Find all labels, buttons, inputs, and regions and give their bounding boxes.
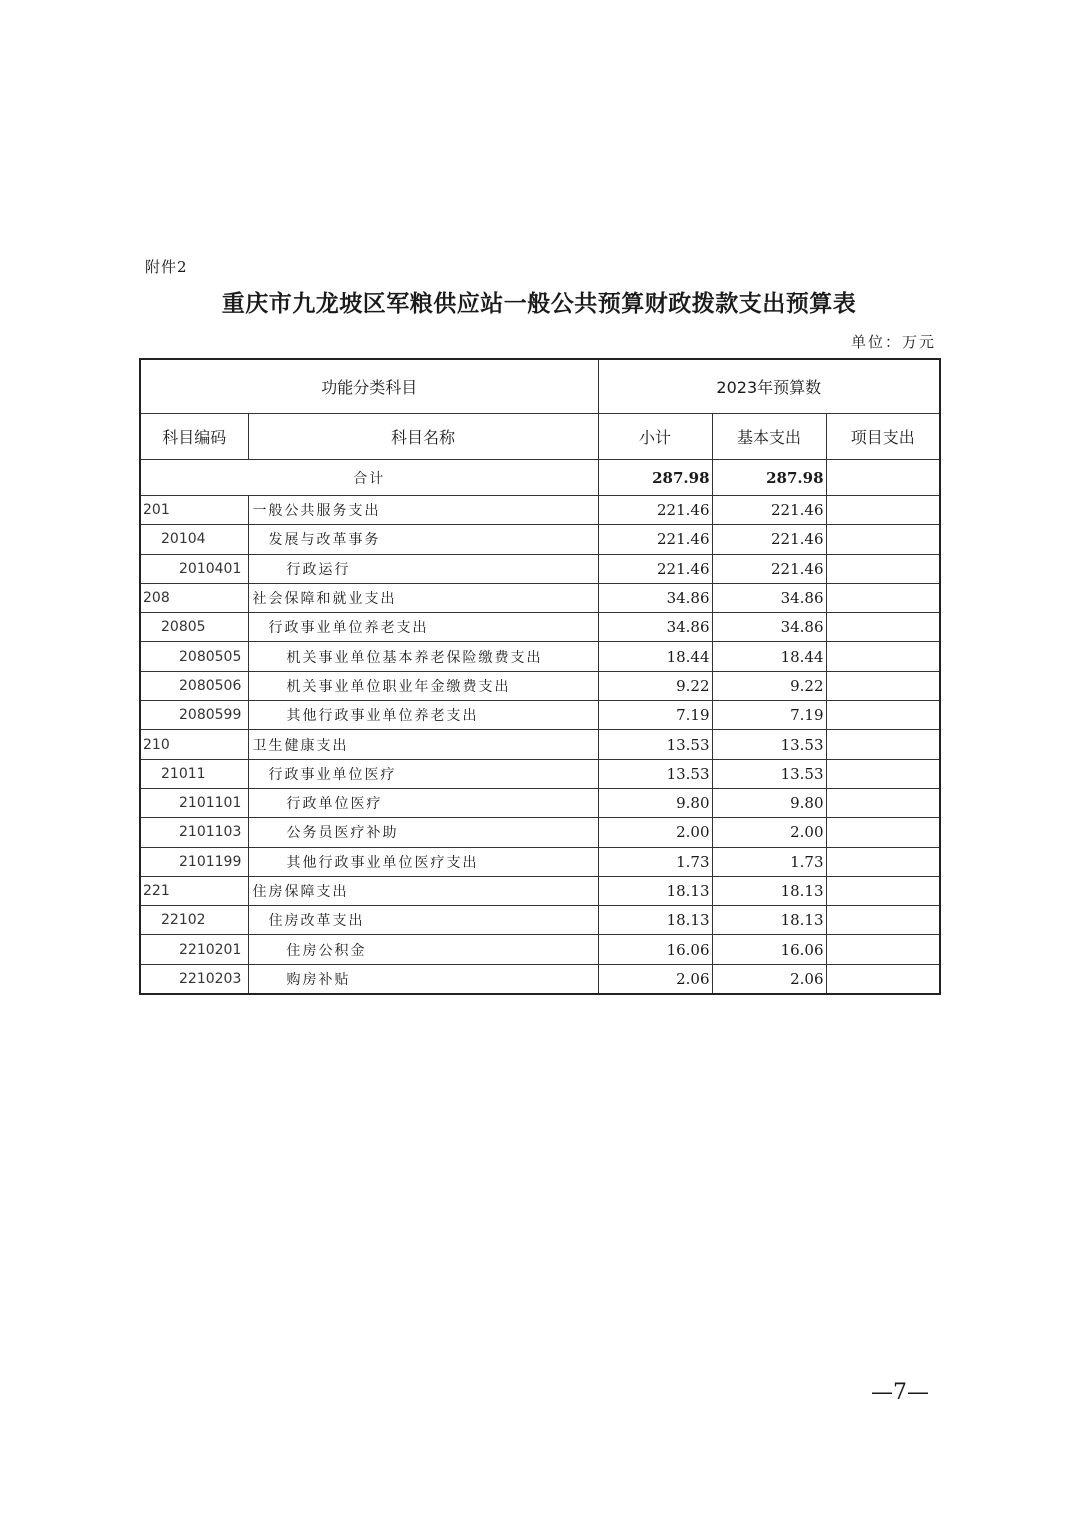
row-project (826, 496, 940, 525)
row-subtotal: 18.44 (598, 642, 712, 671)
row-basic: 221.46 (712, 554, 826, 583)
row-project (826, 583, 940, 612)
row-project (826, 642, 940, 671)
row-code: 22102 (140, 906, 248, 935)
row-project (826, 788, 940, 817)
table-row (140, 701, 940, 730)
row-subtotal: 34.86 (598, 613, 712, 642)
row-code: 221 (140, 876, 248, 905)
total-basic: 287.98 (712, 460, 826, 496)
row-name: 公务员医疗补助 (248, 818, 598, 847)
row-name: 住房保障支出 (248, 876, 598, 905)
row-code: 2210201 (140, 935, 248, 964)
row-project (826, 671, 940, 700)
row-basic: 18.13 (712, 906, 826, 935)
header-row-columns (140, 414, 940, 460)
row-basic: 34.86 (712, 613, 826, 642)
row-basic: 18.44 (712, 642, 826, 671)
table-row (140, 788, 940, 817)
table-row (140, 847, 940, 876)
table-row (140, 876, 940, 905)
row-basic: 9.22 (712, 671, 826, 700)
table-row (140, 525, 940, 554)
row-name: 机关事业单位基本养老保险缴费支出 (248, 642, 598, 671)
row-name: 社会保障和就业支出 (248, 583, 598, 612)
row-basic: 16.06 (712, 935, 826, 964)
table-row (140, 671, 940, 700)
row-project (826, 964, 940, 994)
row-code: 2101199 (140, 847, 248, 876)
row-basic: 221.46 (712, 496, 826, 525)
row-project (826, 554, 940, 583)
row-subtotal: 34.86 (598, 583, 712, 612)
page-number: —7— (871, 1380, 929, 1405)
total-subtotal: 287.98 (598, 460, 712, 496)
row-name: 住房改革支出 (248, 906, 598, 935)
row-code: 2010401 (140, 554, 248, 583)
row-name: 行政事业单位养老支出 (248, 613, 598, 642)
table-row (140, 496, 940, 525)
row-name: 一般公共服务支出 (248, 496, 598, 525)
table-row (140, 642, 940, 671)
attachment-label: 附件2 (145, 258, 188, 276)
row-code: 2080505 (140, 642, 248, 671)
header-row-group (140, 359, 940, 414)
row-name: 机关事业单位职业年金缴费支出 (248, 671, 598, 700)
row-subtotal: 16.06 (598, 935, 712, 964)
row-subtotal: 7.19 (598, 701, 712, 730)
row-name: 行政单位医疗 (248, 788, 598, 817)
row-name: 购房补贴 (248, 964, 598, 994)
table-row (140, 554, 940, 583)
header-budget-2023: 2023年预算数 (598, 359, 940, 414)
row-subtotal: 13.53 (598, 730, 712, 759)
header-function-category: 功能分类科目 (140, 359, 598, 414)
row-project (826, 701, 940, 730)
row-subtotal: 221.46 (598, 525, 712, 554)
row-subtotal: 9.22 (598, 671, 712, 700)
row-code: 20805 (140, 613, 248, 642)
row-project (826, 818, 940, 847)
row-project (826, 906, 940, 935)
page-title: 重庆市九龙坡区军粮供应站一般公共预算财政拨款支出预算表 (221, 290, 857, 317)
row-project (826, 613, 940, 642)
row-name: 卫生健康支出 (248, 730, 598, 759)
row-code: 20104 (140, 525, 248, 554)
row-name: 住房公积金 (248, 935, 598, 964)
header-code: 科目编码 (140, 414, 248, 460)
row-subtotal: 1.73 (598, 847, 712, 876)
header-name: 科目名称 (248, 414, 598, 460)
table-row (140, 906, 940, 935)
row-name: 行政运行 (248, 554, 598, 583)
row-code: 201 (140, 496, 248, 525)
table-row (140, 818, 940, 847)
row-project (826, 525, 940, 554)
row-basic: 2.06 (712, 964, 826, 994)
row-basic: 9.80 (712, 788, 826, 817)
row-subtotal: 18.13 (598, 906, 712, 935)
row-code: 208 (140, 583, 248, 612)
row-code: 2101101 (140, 788, 248, 817)
table-row (140, 583, 940, 612)
row-basic: 1.73 (712, 847, 826, 876)
row-name: 行政事业单位医疗 (248, 759, 598, 788)
row-subtotal: 18.13 (598, 876, 712, 905)
header-subtotal: 小计 (598, 414, 712, 460)
table-row (140, 613, 940, 642)
header-basic: 基本支出 (712, 414, 826, 460)
row-name: 其他行政事业单位医疗支出 (248, 847, 598, 876)
table-row (140, 935, 940, 964)
total-label: 合计 (140, 460, 598, 496)
row-project (826, 876, 940, 905)
row-project (826, 759, 940, 788)
row-subtotal: 2.00 (598, 818, 712, 847)
budget-table (139, 358, 941, 995)
row-subtotal: 221.46 (598, 554, 712, 583)
row-basic: 13.53 (712, 759, 826, 788)
row-basic: 7.19 (712, 701, 826, 730)
row-code: 2080506 (140, 671, 248, 700)
row-name: 其他行政事业单位养老支出 (248, 701, 598, 730)
row-name: 发展与改革事务 (248, 525, 598, 554)
row-project (826, 935, 940, 964)
row-basic: 221.46 (712, 525, 826, 554)
table-row (140, 964, 940, 994)
row-subtotal: 221.46 (598, 496, 712, 525)
header-project: 项目支出 (826, 414, 940, 460)
row-basic: 2.00 (712, 818, 826, 847)
row-project (826, 847, 940, 876)
table-row (140, 759, 940, 788)
total-row (140, 460, 940, 496)
row-basic: 13.53 (712, 730, 826, 759)
row-code: 2210203 (140, 964, 248, 994)
row-basic: 34.86 (712, 583, 826, 612)
row-code: 21011 (140, 759, 248, 788)
row-subtotal: 9.80 (598, 788, 712, 817)
row-subtotal: 2.06 (598, 964, 712, 994)
row-code: 210 (140, 730, 248, 759)
row-project (826, 730, 940, 759)
table-row (140, 730, 940, 759)
row-basic: 18.13 (712, 876, 826, 905)
total-project (826, 460, 940, 496)
unit-label: 单位：万元 (850, 333, 936, 351)
row-code: 2080599 (140, 701, 248, 730)
row-code: 2101103 (140, 818, 248, 847)
row-subtotal: 13.53 (598, 759, 712, 788)
